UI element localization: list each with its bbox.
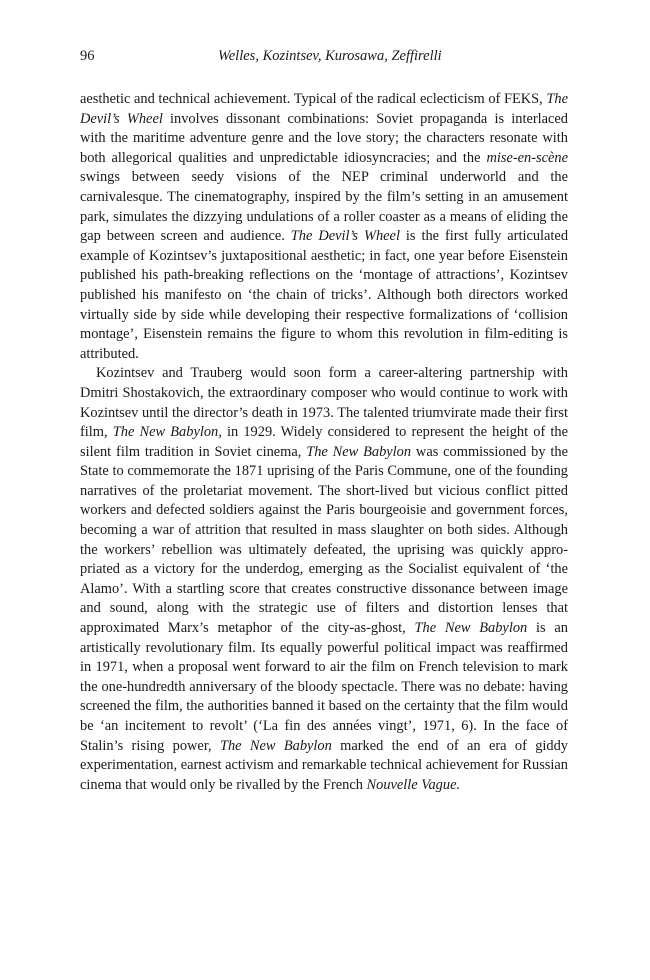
text-run: is the first fully articulated example of Kozintsev’s juxtapositional aesthetic; in fact, one year before Eisenstein published his path-breaking reflections on the ‘montage of attractions’, Kozintsev published his manifesto on ‘the chain of tricks’. Although both directors worked virtually side by side while developing their respective formalizations of ‘collision montage’, Eisenstein remains the figure to whom this revolution in film-editing is attributed. bbox=[80, 228, 569, 362]
text-run: Kozintsev and Trauberg would soon form a career-altering partnership with Dmitri Shostakovich, the extraordinary composer who would continue to work with Kozintsev until the director’s death in 1973. The talented triumvirate made their first film, bbox=[80, 365, 568, 441]
italic-title: The New Babylon bbox=[306, 443, 412, 460]
italic-title: The New Babylon bbox=[219, 737, 332, 754]
book-page bbox=[80, 48, 568, 795]
text-run: involves dissonant combinations: Soviet propaganda is interlaced with the maritime adventure genre and the love story; the characters resonate with both allegorical qualities and unpredictable idiosyncracies; and the bbox=[80, 110, 568, 166]
text-run: swings between seedy visions of the NEP criminal underworld and the carnivalesque. The cinematography, inspired by the film’s setting in an amusement park, simulates the dizzying undulations of a roller coaster as a means of eliding the gap between screen and audience. bbox=[80, 169, 568, 245]
italic-title: The Devil’s Wheel bbox=[290, 228, 400, 245]
italic-title: The New Babylon, bbox=[112, 424, 222, 441]
running-head bbox=[80, 48, 568, 74]
italic-title: The New Babylon bbox=[414, 620, 528, 637]
paragraph-1 bbox=[80, 90, 568, 364]
text-run: in 1929. Widely considered to represent the height of the silent film tradition in Soviet cinema, bbox=[80, 424, 568, 460]
body-text bbox=[80, 90, 568, 795]
text-run: marked the end of an era of giddy experimentation, earnest activism and remarkable technical achievement for Russian cinema that would only be rivalled by the French bbox=[80, 737, 568, 793]
italic-title: The Devil’s Wheel bbox=[80, 91, 568, 127]
page-number: 96 bbox=[80, 48, 95, 64]
text-run: was commissioned by the State to commemorate the 1871 uprising of the Paris Commune, one of the founding narratives of the proletariat movement. The short-lived but vicious conflict pitted workers and defected soldiers against the Paris bourgeoisie and government forces, becoming a war of attrition that resulted in mass slaughter on both sides. Although the workers’ rebellion was ultimately defeated, the uprising was quickly appropriated as a victory for the underdog, emerging as the Socialist equivalent of ‘the Alamo’. With a startling score that creates constructive dissonance between image and sound, along with the strategic use of filters and distortion lenses that approximated Marx’s metaphor of the city-as-ghost, bbox=[80, 443, 568, 637]
italic-title: mise-en-scène bbox=[486, 149, 568, 166]
text-run: is an artistically revolutionary film. Its equally powerful political impact was reaffirmed in 1971, when a proposal went forward to air the film on French television to mark the one-hundredth anniversary of the bloody spectacle. There was no debate: having screened the film, the authorities banned it based on the certainty that the film would be ‘an incitement to revolt’ (‘La fin des années vingt’, 1971, 6). In the face of Stalin’s rising power, bbox=[80, 620, 568, 754]
text-run: aesthetic and technical achievement. Typical of the radical eclecticism of FEKS, bbox=[80, 91, 547, 107]
italic-title: Nouvelle Vague. bbox=[366, 776, 461, 793]
running-title: Welles, Kozintsev, Kurosawa, Zeffirelli bbox=[218, 48, 442, 64]
paragraph-2 bbox=[80, 364, 568, 795]
